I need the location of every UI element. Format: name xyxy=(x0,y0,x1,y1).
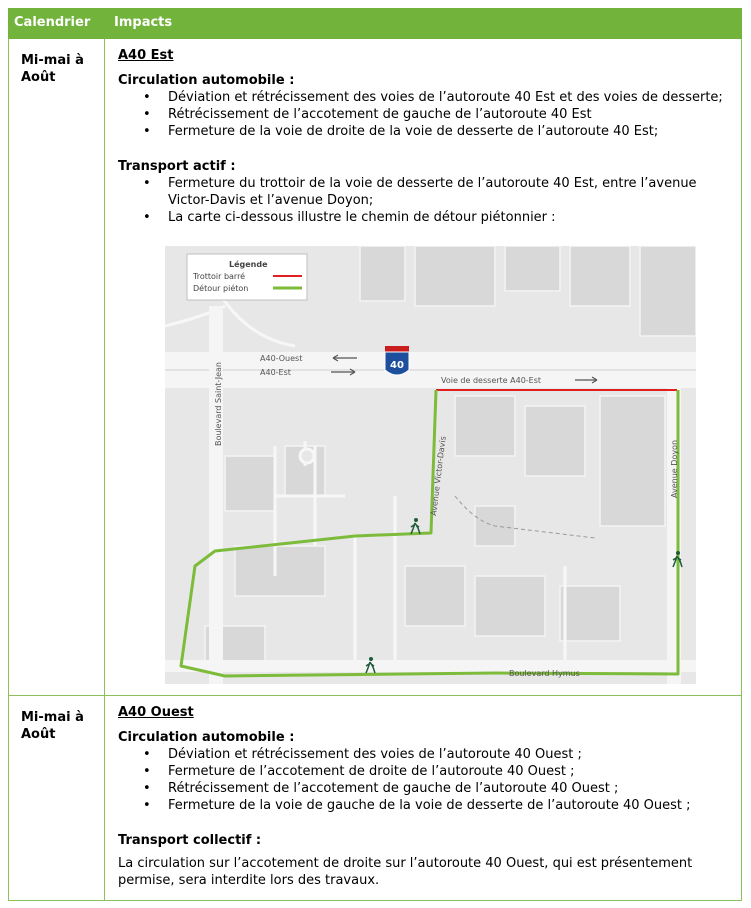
row2-transport-title: Transport collectif : xyxy=(118,833,262,848)
row1-calendar-line1: Mi-mai à xyxy=(21,53,84,68)
row1-section-title: A40 Est xyxy=(118,48,174,63)
legend-closed-label: Trottoir barré xyxy=(193,272,246,281)
table-column-divider xyxy=(104,39,105,901)
row2-transport-paragraph: La circulation sur l’accotement de droite sur l’autoroute 40 Ouest, qui est présentement permise, sera interdite lors des travaux. xyxy=(118,856,693,888)
row2-calendar-line2: Août xyxy=(21,727,56,742)
header-calendrier: Calendrier xyxy=(14,15,91,30)
table-row-divider xyxy=(8,695,742,696)
list-item: • Fermeture de la voie de gauche de la voie de desserte de l’autoroute 40 Ouest ; xyxy=(118,797,743,814)
row1-content xyxy=(118,47,743,226)
row1-calendar xyxy=(21,52,84,86)
label-hymus: Boulevard Hymus xyxy=(509,669,580,678)
list-item: • Fermeture du trottoir de la voie de desserte de l’autoroute 40 Est, entre l’avenue Victor-Davis et l’avenue Doyon; xyxy=(118,175,743,209)
list-item: • Rétrécissement de l’accotement de gauche de l’autoroute 40 Est xyxy=(118,106,743,123)
legend-title: Légende xyxy=(229,260,268,269)
row2-content xyxy=(118,704,743,889)
label-saint-jean: Boulevard Saint-Jean xyxy=(214,362,223,446)
list-item: • Rétrécissement de l’accotement de gauche de l’autoroute 40 Ouest ; xyxy=(118,780,743,797)
table-header xyxy=(8,8,742,39)
detour-map xyxy=(165,246,696,684)
legend-detour-label: Détour piéton xyxy=(193,284,249,293)
header-impacts: Impacts xyxy=(114,15,173,30)
list-item: • Déviation et rétrécissement des voies de l’autoroute 40 Ouest ; xyxy=(118,746,743,763)
table-border-left xyxy=(8,39,9,901)
shield-number: 40 xyxy=(390,360,404,371)
detour-map-svg xyxy=(165,246,696,684)
label-a40-ouest: A40-Ouest xyxy=(260,354,303,363)
boulevard-hymus-road xyxy=(165,660,696,672)
row1-transport-list xyxy=(118,175,743,226)
list-item: • La carte ci-dessous illustre le chemin de détour piétonnier : xyxy=(118,209,743,226)
row2-calendar xyxy=(21,709,84,743)
highway-40-shield-icon xyxy=(385,346,409,375)
list-item: • Fermeture de la voie de droite de la voie de desserte de l’autoroute 40 Est; xyxy=(118,123,743,140)
label-doyon: Avenue Doyon xyxy=(670,439,679,498)
list-item: • Déviation et rétrécissement des voies de l’autoroute 40 Est et des voies de desserte; xyxy=(118,89,743,106)
row2-calendar-line1: Mi-mai à xyxy=(21,710,84,725)
label-a40-est: A40-Est xyxy=(260,368,291,377)
label-victor-davis: Avenue Victor-Davis xyxy=(429,435,448,517)
map-legend xyxy=(187,254,307,300)
row1-circulation-title: Circulation automobile : xyxy=(118,73,295,88)
row2-section-title: A40 Ouest xyxy=(118,705,194,720)
row1-calendar-line2: Août xyxy=(21,70,56,85)
label-desserte: Voie de desserte A40-Est xyxy=(441,376,542,385)
row2-circulation-list xyxy=(118,746,743,814)
row1-circulation-list xyxy=(118,89,743,140)
row1-transport-title: Transport actif : xyxy=(118,159,236,174)
list-item: • Fermeture de l’accotement de droite de l’autoroute 40 Ouest ; xyxy=(118,763,743,780)
row2-circulation-title: Circulation automobile : xyxy=(118,730,295,745)
table-border-bottom xyxy=(8,900,742,901)
